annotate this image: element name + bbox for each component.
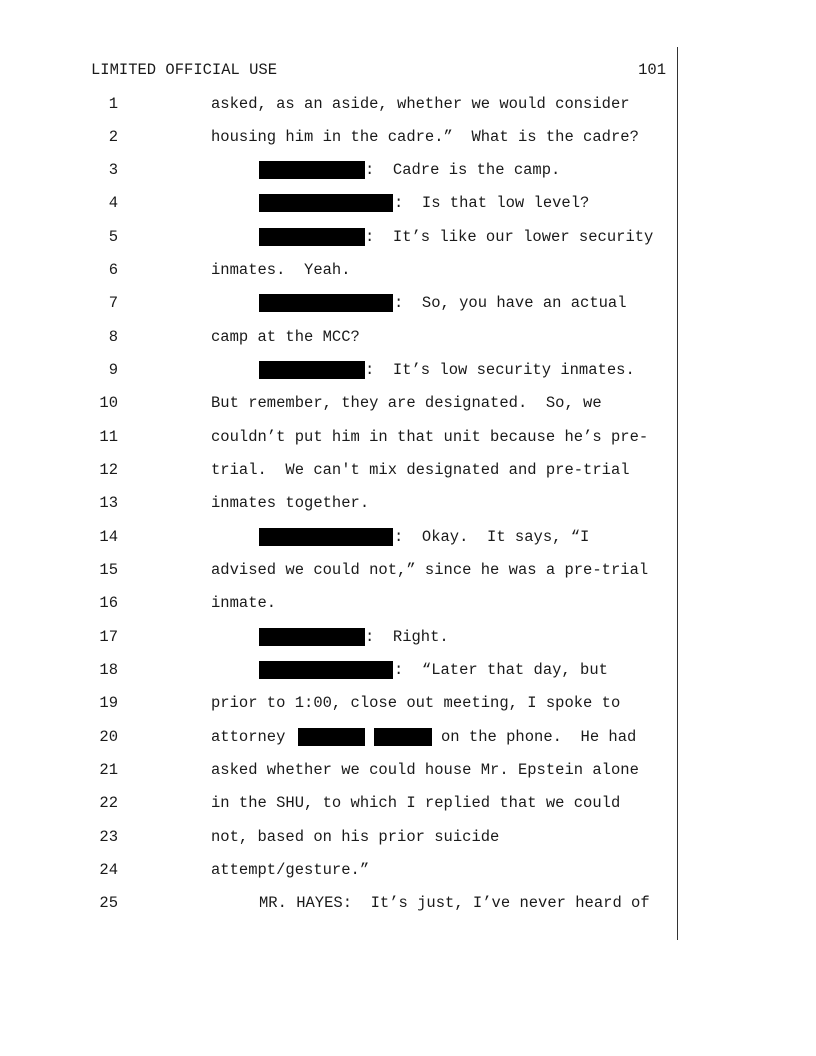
- transcript-line-8: [0, 327, 360, 347]
- line-number: 24: [99, 861, 118, 879]
- page-number: 101: [638, 61, 666, 79]
- redaction-block: [259, 661, 393, 679]
- transcript-line-1: [0, 94, 630, 114]
- redaction-block: [259, 228, 365, 246]
- line-text: : It’s like our lower security: [365, 228, 654, 246]
- line-number: 1: [108, 95, 118, 113]
- line-text: housing him in the cadre.” What is the cadre?: [211, 128, 639, 146]
- line-number: 3: [108, 161, 118, 179]
- line-text: couldn’t put him in that unit because he’s pre-: [211, 428, 649, 446]
- line-number: 14: [99, 528, 118, 546]
- transcript-line-17: [0, 627, 449, 647]
- line-number: 9: [108, 361, 118, 379]
- redaction-block: [298, 728, 365, 746]
- transcript-line-7: [0, 293, 627, 313]
- line-text: : Is that low level?: [394, 194, 590, 212]
- line-number: 2: [108, 128, 118, 146]
- line-text: asked, as an aside, whether we would consider: [211, 95, 630, 113]
- line-number: 23: [99, 828, 118, 846]
- transcript-line-25: [0, 893, 650, 913]
- transcript-line-10: [0, 393, 602, 413]
- transcript-line-14: [0, 527, 590, 547]
- line-number: 16: [99, 594, 118, 612]
- transcript-line-5: [0, 227, 654, 247]
- transcript-line-19: [0, 693, 621, 713]
- transcript-line-6: [0, 260, 351, 280]
- line-number: 7: [108, 294, 118, 312]
- line-text: : Right.: [365, 628, 449, 646]
- line-text: inmate.: [211, 594, 277, 612]
- right-margin-rule: [677, 47, 678, 940]
- redaction-block: [259, 161, 365, 179]
- transcript-line-21: [0, 760, 639, 780]
- line-text: prior to 1:00, close out meeting, I spoke to: [211, 694, 621, 712]
- line-text: asked whether we could house Mr. Epstein alone: [211, 761, 639, 779]
- redaction-block: [259, 294, 393, 312]
- line-text: : Okay. It says, “I: [394, 528, 590, 546]
- line-number: 8: [108, 328, 118, 346]
- line-number: 19: [99, 694, 118, 712]
- transcript-line-4: [0, 193, 590, 213]
- transcript-line-16: [0, 593, 277, 613]
- redaction-block: [259, 361, 365, 379]
- line-number: 13: [99, 494, 118, 512]
- redaction-block: [259, 194, 393, 212]
- line-text: not, based on his prior suicide: [211, 828, 500, 846]
- line-text: in the SHU, to which I replied that we could: [211, 794, 621, 812]
- line-number: 6: [108, 261, 118, 279]
- line-text: trial. We can't mix designated and pre-trial: [211, 461, 630, 479]
- transcript-line-11: [0, 427, 649, 447]
- transcript-line-3: [0, 160, 561, 180]
- line-text: attorney: [211, 728, 286, 746]
- transcript-line-22: [0, 793, 621, 813]
- line-number: 21: [99, 761, 118, 779]
- line-number: 17: [99, 628, 118, 646]
- line-number: 18: [99, 661, 118, 679]
- transcript-line-13: [0, 493, 370, 513]
- transcript-line-18: [0, 660, 608, 680]
- redaction-block: [374, 728, 432, 746]
- line-text: camp at the MCC?: [211, 328, 360, 346]
- line-text: : It’s low security inmates.: [365, 361, 635, 379]
- line-number: 20: [99, 728, 118, 746]
- line-number: 12: [99, 461, 118, 479]
- line-number: 10: [99, 394, 118, 412]
- transcript-line-23: [0, 827, 500, 847]
- line-number: 4: [108, 194, 118, 212]
- line-text: : Cadre is the camp.: [365, 161, 561, 179]
- transcript-line-20: [0, 727, 637, 747]
- line-number: 5: [108, 228, 118, 246]
- line-text: inmates. Yeah.: [211, 261, 351, 279]
- transcript-line-24: [0, 860, 370, 880]
- line-text: : So, you have an actual: [394, 294, 627, 312]
- classification-marking: LIMITED OFFICIAL USE: [91, 61, 278, 79]
- line-text: attempt/gesture.”: [211, 861, 370, 879]
- redaction-block: [259, 628, 365, 646]
- transcript-line-2: [0, 127, 639, 147]
- line-number: 15: [99, 561, 118, 579]
- transcript-line-15: [0, 560, 649, 580]
- line-text: advised we could not,” since he was a pre-trial: [211, 561, 649, 579]
- line-text: But remember, they are designated. So, we: [211, 394, 602, 412]
- line-text: inmates together.: [211, 494, 370, 512]
- line-number: 11: [99, 428, 118, 446]
- redaction-block: [259, 528, 393, 546]
- line-number: 25: [99, 894, 118, 912]
- line-text: MR. HAYES: It’s just, I’ve never heard of: [259, 894, 650, 912]
- line-number: 22: [99, 794, 118, 812]
- transcript-line-9: [0, 360, 635, 380]
- transcript-line-12: [0, 460, 630, 480]
- line-text: on the phone. He had: [441, 728, 637, 746]
- line-text: : “Later that day, but: [394, 661, 608, 679]
